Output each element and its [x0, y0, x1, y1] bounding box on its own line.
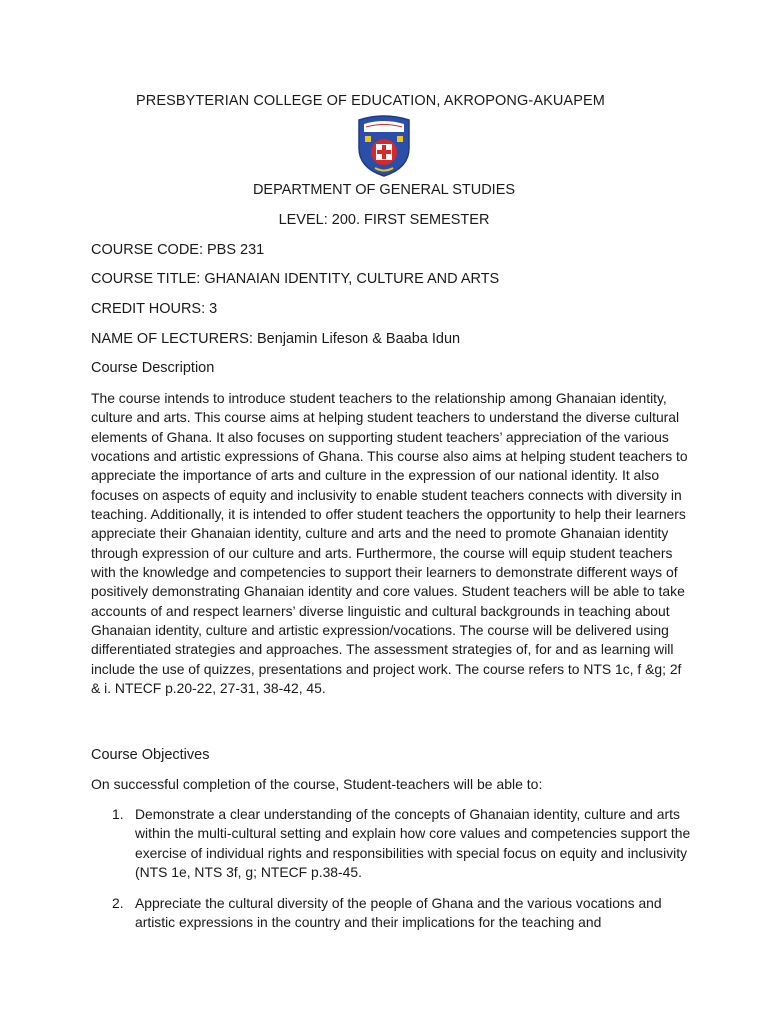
college-crest-icon [355, 114, 413, 178]
department-title: DEPARTMENT OF GENERAL STUDIES [252, 182, 516, 198]
objectives-intro: On successful completion of the course, Student-teachers will be able to: [91, 776, 543, 792]
level-title: LEVEL: 200. FIRST SEMESTER [278, 212, 490, 228]
objective-item [91, 894, 691, 933]
course-description-body: The course intends to introduce student teachers to the relationship among Ghanaian identity, culture and arts. This course aims at helping student teachers to understand the diverse cultural elements of Ghana. It also focuses on supporting student teachers’ appreciation of the various vocations and artistic expressions of Ghana. This course also aims at helping student teachers to appreciate the importance of arts and culture in the expression of our national identity. It also focuses on aspects of equity and inclusivity to enable student teachers connects with diversity in teaching. Additionally, it is intended to offer student teachers the opportunity to help their learners appreciate their Ghanaian identity, culture and arts and the need to promote Ghanaian identity through expression of our culture and arts. Furthermore, the course will equip student teachers with the knowledge and competencies to support their learners to demonstrate different ways of positively demonstrating Ghanaian identity and core values. Student teachers will be able to take accounts of and respect learners’ diverse linguistic and cultural backgrounds in teaching about Ghanaian identity, culture and artistic expression/vocations. The course will be delivered using differentiated strategies and approaches. The assessment strategies of, for and as learning will include the use of quizzes, presentations and project work. The course refers to NTS 1c, f &g; 2f & i. NTECF p.20-22, 27-31, 38-42, 45. [91, 390, 688, 697]
credit-hours: CREDIT HOURS: 3 [91, 301, 218, 317]
course-title: COURSE TITLE: GHANAIAN IDENTITY, CULTURE AND ARTS [91, 271, 500, 287]
college-name: PRESBYTERIAN COLLEGE OF EDUCATION, AKROPONG-AKUAPEM [136, 93, 605, 109]
objective-item [91, 805, 691, 882]
objective-number: 1. [112, 806, 124, 822]
course-description-heading: Course Description [91, 360, 215, 376]
lecturers: NAME OF LECTURERS: Benjamin Lifeson & Baaba Idun [91, 331, 461, 347]
objectives-list [91, 805, 691, 945]
objective-number: 2. [112, 895, 124, 912]
course-objectives-heading: Course Objectives [91, 747, 210, 763]
objective-text: Demonstrate a clear understanding of the concepts of Ghanaian identity, culture and arts within the multi-cultural setting and explain how core values and competencies support the exercise of individual rights and responsibilities with special focus on equity and inclusivity (NTS 1e, NTS 3f, g; NTECF p.38-45. [135, 806, 691, 880]
objective-text: Appreciate the cultural diversity of the people of Ghana and the various vocations and artistic expressions in the country and their implications for the teaching and [135, 895, 662, 931]
course-code: COURSE CODE: PBS 231 [91, 242, 265, 258]
